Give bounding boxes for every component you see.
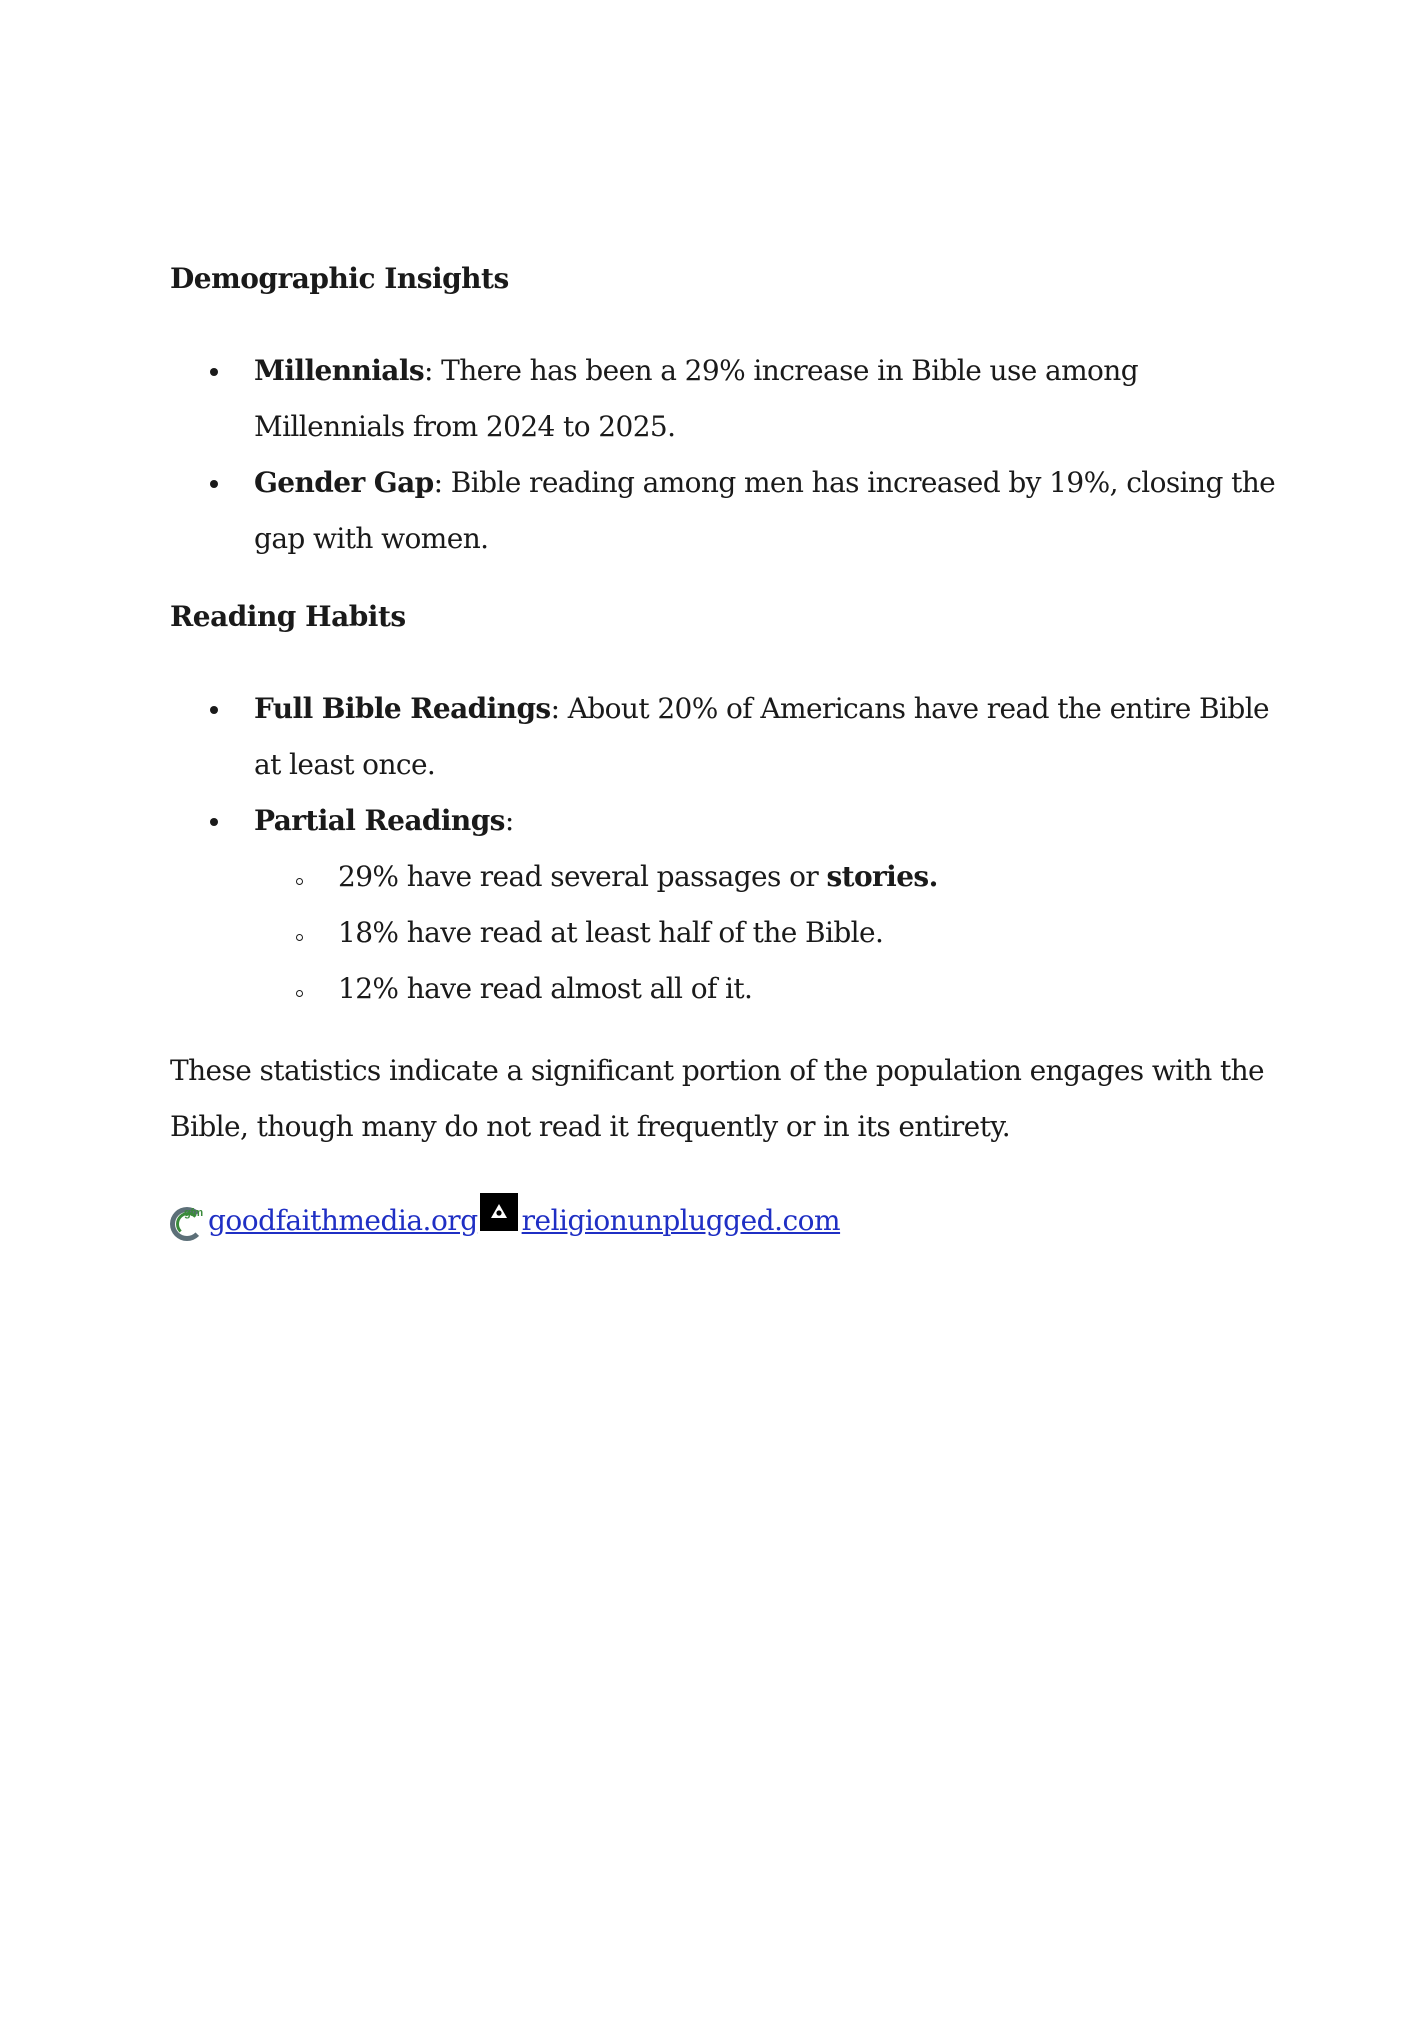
goodfaithmedia-logo-icon: [170, 1205, 208, 1245]
item-label: Partial Readings: [254, 804, 505, 837]
spacer: [170, 641, 1280, 681]
item-text: : There has been a 29% increase in Bible use among Millennials from 2024 to 2025.: [254, 354, 1139, 443]
section-heading-demographic: Demographic Insights: [170, 262, 509, 295]
item-label: Millennials: [254, 354, 425, 387]
list-item: [170, 455, 1280, 567]
item-text: :: [504, 804, 514, 837]
spacer: [170, 303, 1280, 343]
demographic-list: [170, 343, 1280, 567]
list-item: [170, 343, 1280, 455]
religionunplugged-logo-icon: [480, 1193, 518, 1231]
list-item: [170, 681, 1280, 793]
sub-list-item: [254, 905, 1280, 961]
sub-list-item: [254, 961, 1280, 1017]
item-label: Gender Gap: [254, 466, 434, 499]
logo-glyph: [489, 1202, 509, 1222]
circle-bullet-icon: [296, 934, 303, 941]
circle-bullet-icon: [296, 990, 303, 997]
item-text: : About 20% of Americans have read the entire Bible at least once.: [254, 692, 1270, 781]
bullet-icon: [210, 706, 218, 714]
bullet-icon: [210, 480, 218, 488]
sub-item-text: 18% have read at least half of the Bible.: [338, 916, 884, 949]
section-heading-reading-habits: Reading Habits: [170, 600, 406, 633]
list-item: [170, 793, 1280, 1017]
sub-item-bold: stories.: [826, 860, 938, 893]
religionunplugged-link[interactable]: religionunplugged.com: [521, 1204, 841, 1237]
sub-item-text: 12% have read almost all of it.: [338, 972, 753, 1005]
partial-readings-sublist: [254, 849, 1280, 1017]
goodfaithmedia-link[interactable]: goodfaithmedia.org: [208, 1204, 478, 1237]
spacer: [170, 567, 1280, 593]
item-label: Full Bible Readings: [254, 692, 551, 725]
bullet-icon: [210, 368, 218, 376]
circle-bullet-icon: [296, 878, 303, 885]
spacer: [170, 1017, 1280, 1043]
document-page: [170, 255, 1280, 1245]
sub-list-item: [254, 849, 1280, 905]
summary-paragraph: These statistics indicate a significant portion of the population engages with the Bible, though many do not read it frequently or in its entirety.: [170, 1054, 1265, 1143]
logo-text: gfm: [184, 1207, 203, 1219]
sub-item-text: 29% have read several passages or: [338, 860, 827, 893]
bullet-icon: [210, 818, 218, 826]
item-text: : Bible reading among men has increased by 19%, closing the gap with women.: [254, 466, 1276, 555]
reading-habits-list: [170, 681, 1280, 1017]
sources-row: [170, 1197, 1280, 1245]
